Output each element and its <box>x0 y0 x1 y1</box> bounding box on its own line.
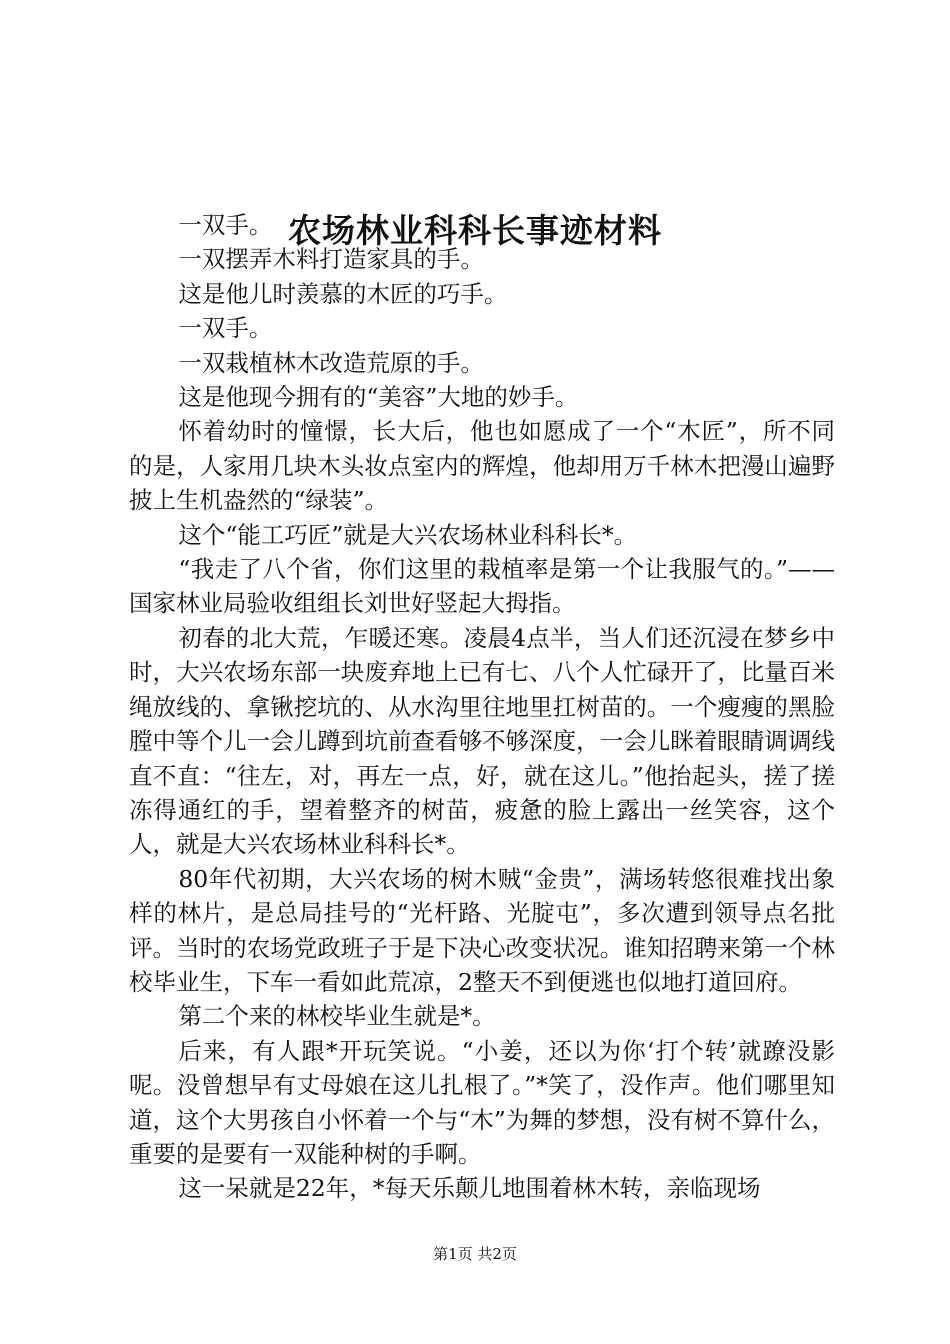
paragraph: 这是他现今拥有的“美容”大地的妙手。 <box>178 383 579 412</box>
paragraph: 一双摆弄木料打造家具的手。 <box>178 245 484 274</box>
paragraph: 一双栽植林木改造荒原的手。 <box>178 348 484 377</box>
paragraph: “我走了八个省，你们这里的栽植率是第一个让我服气的。”——国家林业局验收组组长刘世好竖起大拇指。 <box>129 555 835 618</box>
paragraph: 一双手。 <box>178 211 273 239</box>
paragraph: 后来，有人跟*开玩笑说。“小姜，还以为你‘打个转’就蹽没影呢。没曾想早有丈母娘在这儿扎根了。”*笑了，没作声。他们哪里知道，这个大男孩自小怀着一个与“木”为舞的梦想，没有树不算什么，重要的是要有一双能种树的手啊。 <box>129 1036 835 1168</box>
paragraph: 怀着幼时的憧憬，长大后，他也如愿成了一个“木匠”，所不同的是，人家用几块木头妆点室内的辉煌，他却用万千林木把漫山遍野披上生机盎然的“绿装”。 <box>129 417 835 515</box>
document-body <box>129 208 835 1206</box>
paragraph: 一双手。 <box>178 314 273 343</box>
paragraph: 这一呆就是22年，*每天乐颠儿地围着林木转，亲临现场 <box>178 1174 761 1203</box>
paragraph: 初春的北大荒，乍暖还寒。凌晨4点半，当人们还沉浸在梦乡中时，大兴农场东部一块废弃地上已有七、八个人忙碌开了，比量百米绳放线的、拿锹挖坑的、从水沟里往地里扛树苗的。一个瘦瘦的黑脸膛中等个儿一会儿蹲到坑前查看够不够深度，一会儿眯着眼睛调调线直不直：“往左，对，再左一点，好，就在这儿。”他抬起头，搓了搓冻得通红的手，望着整齐的树苗，疲惫的脸上露出一丝笑容，这个人，就是大兴农场林业科科长*。 <box>129 623 835 859</box>
paragraph: 这是他儿时羡慕的木匠的巧手。 <box>178 279 508 308</box>
document-title: 农场林业科科长事迹材料 <box>288 211 662 251</box>
page-footer: 第1页 共2页 <box>433 1245 517 1263</box>
paragraph: 第二个来的林校毕业生就是*。 <box>178 1002 496 1031</box>
paragraph: 80年代初期，大兴农场的树木贼“金贵”，满场转悠很难找出象样的林片，是总局挂号的“光杆路、光腚屯”，多次遭到领导点名批评。当时的农场党政班子于是下决心改变状况。谁知招聘来第一个林校毕业生，下车一看如此荒凉，2整天不到便逃也似地打道回府。 <box>129 864 835 996</box>
paragraph: 这个“能工巧匠”就是大兴农场林业科科长*。 <box>178 520 638 549</box>
